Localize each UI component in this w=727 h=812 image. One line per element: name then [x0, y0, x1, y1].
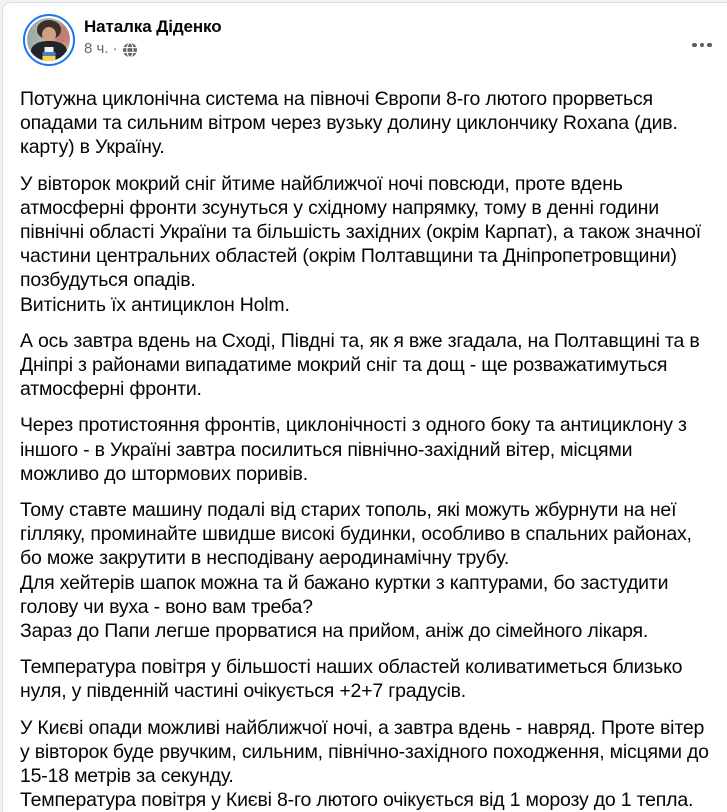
post-paragraph: Потужна циклонічна система на півночі Європи 8-го лютого прорветься опадами та сильним вітром через вузьку долину циклончику Roxana (див. карту) в Україну. — [20, 88, 678, 159]
post-paragraph: Тому ставте машину подалі від старих тополь, які можуть жбурнути на неї гілляку, проминайте швидше високі будинки, особливо в спальних районах, бо може закрутити в несподівану аеродинамічну трубу. Для хейтерів шапок можна та й бажано куртки з каптурами, бо застудити голову чи вуха - воно вам треба? Зараз до Папи легше прорватися на прийом, аніж до сімейного лікаря. — [20, 499, 692, 643]
post-paragraph: Через протистояння фронтів, циклонічності з одного боку та антициклону з іншого - в Україні завтра посилиться північно-західний вітер, місцями можливо до штормових поривів. — [20, 414, 687, 485]
avatar-photo — [27, 18, 70, 61]
post-paragraph: Температура повітря у більшості наших областей коливатиметься близько нуля, у південній частині очікується +2+7 градусів. — [20, 656, 683, 703]
post-card — [2, 2, 727, 812]
meta-separator: · — [112, 40, 118, 57]
post-header — [3, 3, 727, 66]
post-paragraph: У вівторок мокрий сніг йтиме найближчої ночі повсюди, проте вдень атмосферні фронти зсунуться у східному напрямку, тому в денні години північні області України та більшість західних (окрім Карпат), а також значної частини центральних областей (окрім Полтавщини та Дніпропетровщини) позбудуться опадів. Витіснить їх антициклон Holm. — [20, 172, 701, 316]
post-paragraph: У Києві опади можливі найближчої ночі, а завтра вдень - навряд. Проте вітер у вівторок буде рвучким, сильним, північно-західного походження, місцями до 15-18 метрів за секунду. Температура повітря у Києві 8-го лютого очікується від 1 морозу до 1 тепла. — [20, 716, 709, 812]
post-menu-button[interactable] — [688, 31, 716, 59]
header-text — [84, 14, 222, 58]
avatar-face-shape — [42, 27, 56, 42]
globe-public-icon — [122, 42, 138, 58]
ukraine-flag-shape — [42, 52, 55, 61]
avatar[interactable] — [23, 14, 75, 66]
timestamp[interactable]: 8 ч. — [84, 40, 109, 57]
ellipsis-icon — [692, 43, 712, 48]
author-name[interactable]: Наталка Діденко — [84, 17, 222, 36]
post-text — [3, 87, 727, 812]
post-meta — [84, 40, 222, 58]
post-paragraph: А ось завтра вдень на Сході, Півдні та, як я вже згадала, на Полтавщині та в Дніпрі з районами випадатиме мокрий сніг та дощ - ще розважатимуться атмосферні фронти. — [20, 329, 700, 401]
